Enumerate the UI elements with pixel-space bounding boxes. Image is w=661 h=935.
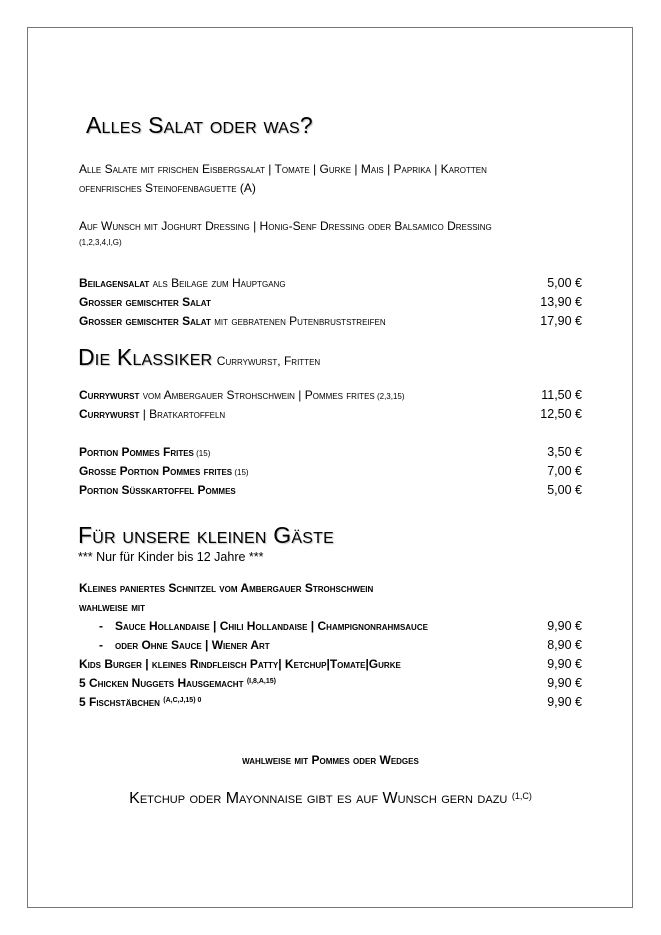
footer-allergens: (1,C) [511, 791, 532, 801]
salat-intro-line2: ofenfrisches Steinofenbaguette (A) [79, 181, 256, 195]
item-price: 13,90 € [540, 295, 582, 309]
option-text: oder Ohne Sauce | Wiener Art [115, 638, 270, 652]
item-desc: | Bratkartoffeln [139, 407, 226, 421]
item-name: Große Portion Pommes frites [79, 464, 233, 478]
salat-dressing-line: Auf Wunsch mit Joghurt Dressing | Honig-Senf Dressing oder Balsamico Dressing [79, 219, 492, 233]
schnitzel-line2: wahlweise mit [79, 600, 145, 614]
item-price: 9,90 € [547, 657, 582, 671]
schnitzel-option-sauce [79, 619, 428, 633]
item-allergens: (I,8,A,15) [246, 678, 276, 685]
salat-dressing-allergens: (1,2,3,4,I,G) [79, 238, 122, 247]
item-price: 9,90 € [547, 619, 582, 633]
item-price: 7,00 € [547, 464, 582, 478]
kinder-title: Für unsere kleinen Gäste [78, 522, 334, 548]
menu-item-kids-burger [79, 657, 401, 671]
item-name: Großer gemischter Salat [79, 295, 211, 309]
dash: - [99, 619, 103, 633]
item-text: 5 Fischstäbchen [79, 695, 160, 709]
option-text: Sauce Hollandaise | Chili Hollandaise | Champignonrahmsauce [115, 619, 428, 633]
menu-item-chicken-nuggets [79, 676, 276, 690]
menu-item-currywurst-pommes [79, 388, 405, 402]
menu-item-gemischter-salat [79, 295, 211, 309]
item-price: 9,90 € [547, 695, 582, 709]
item-price: 5,00 € [547, 483, 582, 497]
kinder-footer-ketchup [0, 790, 661, 808]
kinder-note: *** Nur für Kinder bis 12 Jahre *** [78, 550, 264, 564]
kinder-footer-beilage: wahlweise mit Pommes oder Wedges [242, 753, 419, 767]
item-allergens: (15) [232, 468, 249, 477]
menu-item-currywurst-bratkartoffeln [79, 407, 225, 421]
item-name: Currywurst [79, 388, 140, 402]
item-text: 5 Chicken Nuggets Hausgemacht [79, 676, 244, 690]
item-price: 17,90 € [540, 314, 582, 328]
salat-title: Alles Salat oder was? [86, 112, 313, 138]
item-name: Portion Pommes Frites [79, 445, 194, 459]
item-price: 12,50 € [540, 407, 582, 421]
item-allergens: (15) [193, 449, 211, 458]
item-text: Kids Burger | kleines Rindfleisch Patty| Ketchup|Tomate|Gurke [79, 657, 401, 671]
item-price: 11,50 € [541, 388, 582, 402]
item-allergens: (2,3,15) [374, 392, 405, 401]
dash: - [99, 638, 103, 652]
item-price: 8,90 € [547, 638, 582, 652]
klassiker-title: Die Klassiker [78, 344, 213, 370]
klassiker-subtitle: Currywurst, Fritten [216, 354, 321, 368]
item-name: Portion Süßkartoffel Pommes [79, 483, 236, 497]
menu-item-beilagensalat [79, 276, 286, 290]
item-desc: als Beilage zum Hauptgang [149, 276, 286, 290]
item-desc: mit gebratenen Putenbruststreifen [210, 314, 386, 328]
item-price: 3,50 € [547, 445, 582, 459]
item-price: 5,00 € [547, 276, 582, 290]
footer-text: Ketchup oder Mayonnaise gibt es auf Wunsch gern dazu [129, 790, 508, 807]
item-price: 9,90 € [547, 676, 582, 690]
menu-item-gemischter-salat-pute [79, 314, 386, 328]
menu-item-fischstaebchen [79, 695, 201, 709]
klassiker-heading [78, 344, 320, 371]
menu-item-pommes [79, 445, 210, 459]
schnitzel-option-ohne-sauce [79, 638, 270, 652]
item-desc: vom Ambergauer Strohschwein | Pommes frites [139, 388, 375, 402]
menu-item-grosse-pommes [79, 464, 249, 478]
schnitzel-line1: Kleines paniertes Schnitzel vom Ambergauer Strohschwein [79, 581, 374, 595]
item-allergens: (A,C,J,15) 0 [163, 697, 202, 704]
menu-item-suesskartoffel-pommes [79, 483, 236, 497]
salat-intro-line1: Alle Salate mit frischen Eisbergsalat | Tomate | Gurke | Mais | Paprika | Karotten [79, 162, 487, 176]
item-name: Großer gemischter Salat [79, 314, 211, 328]
item-name: Currywurst [79, 407, 140, 421]
item-name: Beilagensalat [79, 276, 150, 290]
